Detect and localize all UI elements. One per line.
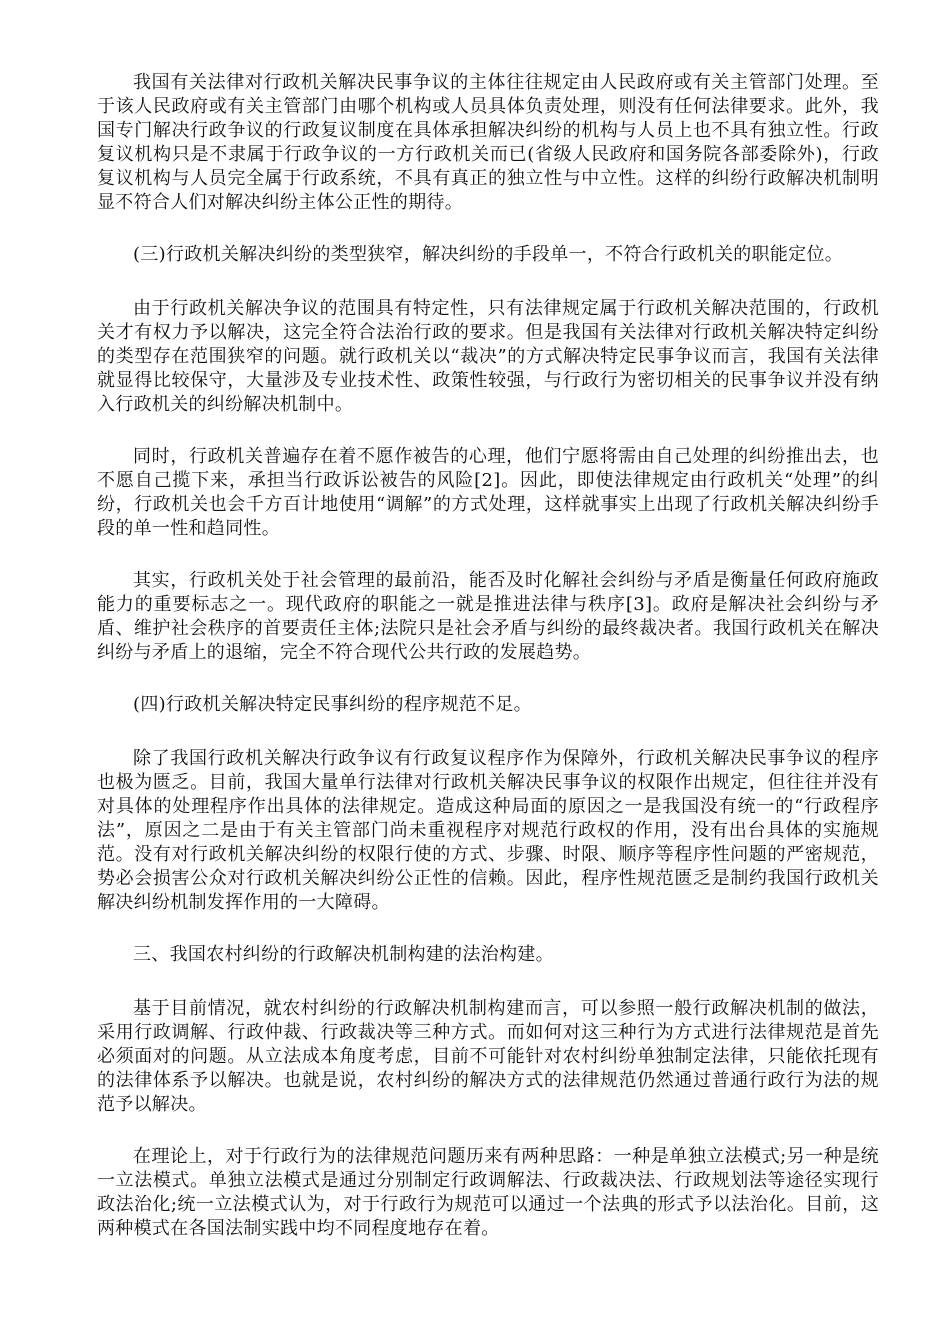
- paragraph-government-role: 其实，行政机关处于社会管理的最前沿，能否及时化解社会纠纷与矛盾是衡量任何政府施政能力的重要标志之一。现代政府的职能之一就是推进法律与秩序[3]。政府是解决社会纠纷与矛盾、维护社会秩序的首要责任主体;法院只是社会矛盾与纠纷的最终裁决者。我国行政机关在解决纠纷与矛盾上的退缩，完全不符合现代公共行政的发展趋势。: [97, 570, 879, 663]
- section-heading-4: (四)行政机关解决特定民事纠纷的程序规范不足。: [133, 694, 532, 715]
- paragraph-dispute-subject: 我国有关法律对行政机关解决民事争议的主体往往规定由人民政府或有关主管部门处理。至于该人民政府或有关主管部门由哪个机构或人员具体负责处理，则没有任何法律要求。此外，我国专门解决行政争议的行政复议制度在具体承担解决纠纷的机构与人员上也不具有独立性。行政复议机构只是不隶属于行政争议的一方行政机关而已(省级人民政府和国务院各部委除外)，行政复议机构与人员完全属于行政系统，不具有真正的独立性与中立性。这样的纠纷行政解决机制明显不符合人们对解决纠纷主体公正性的期待。: [97, 72, 879, 213]
- section-heading-3: (三)行政机关解决纠纷的类型狭窄，解决纠纷的手段单一，不符合行政机关的职能定位。: [133, 244, 844, 265]
- paragraph-procedure-lack: 除了我国行政机关解决行政争议有行政复议程序作为保障外，行政机关解决民事争议的程序也极为匮乏。目前，我国大量单行法律对行政机关解决民事争议的权限作出规定，但往往并没有对具体的处理程序作出具体的法律规定。造成这种局面的原因之一是我国没有统一的“行政程序法”，原因之二是由于有关主管部门尚未重视程序对规范行政权的作用，没有出台具体的实施规范。没有对行政机关解决纠纷的权限行使的方式、步骤、时限、顺序等程序性问题的严密规范，势必会损害公众对行政机关解决纠纷公正性的信赖。因此，程序性规范匮乏是制约我国行政机关解决纠纷机制发挥作用的一大障碍。: [97, 748, 879, 913]
- paragraph-defendant-reluctance: 同时，行政机关普遍存在着不愿作被告的心理，他们宁愿将需由自己处理的纠纷推出去，也不愿自己揽下来，承担当行政诉讼被告的风险[2]。因此，即使法律规定由行政机关“处理”的纠纷，行政机关也会千方百计地使用“调解”的方式处理，这样就事实上出现了行政机关解决纠纷手段的单一性和趋同性。: [97, 446, 879, 539]
- chapter-heading-3: 三、我国农村纠纷的行政解决机制构建的法治构建。: [133, 944, 554, 965]
- document-body: [97, 71, 879, 1269]
- paragraph-dispute-scope: 由于行政机关解决争议的范围具有特定性，只有法律规定属于行政机关解决范围的，行政机关才有权力予以解决，这完全符合法治行政的要求。但是我国有关法律对行政机关解决特定纠纷的类型存在范围狭窄的问题。就行政机关以“裁决”的方式解决特定民事争议而言，我国有关法律就显得比较保守，大量涉及专业技术性、政策性较强，与行政行为密切相关的民事争议并没有纳入行政机关的纠纷解决机制中。: [97, 298, 879, 415]
- paragraph-rural-mechanism: 基于目前情况，就农村纠纷的行政解决机制构建而言，可以参照一般行政解决机制的做法，采用行政调解、行政仲裁、行政裁决等三种方式。而如何对这三种行为方式进行法律规范是首先必须面对的问题。从立法成本角度考虑，目前不可能针对农村纠纷单独制定法律，只能依托现有的法律体系予以解决。也就是说，农村纠纷的解决方式的法律规范仍然通过普通行政行为法的规范予以解决。: [97, 998, 879, 1115]
- paragraph-legislation-models: 在理论上，对于行政行为的法律规范问题历来有两种思路：一种是单独立法模式;另一种是统一立法模式。单独立法模式是通过分别制定行政调解法、行政裁决法、行政规划法等途径实现行政法治化;统一立法模式认为，对于行政行为规范可以通过一个法典的形式予以法治化。目前，这两种模式在各国法制实践中均不同程度地存在着。: [97, 1146, 879, 1239]
